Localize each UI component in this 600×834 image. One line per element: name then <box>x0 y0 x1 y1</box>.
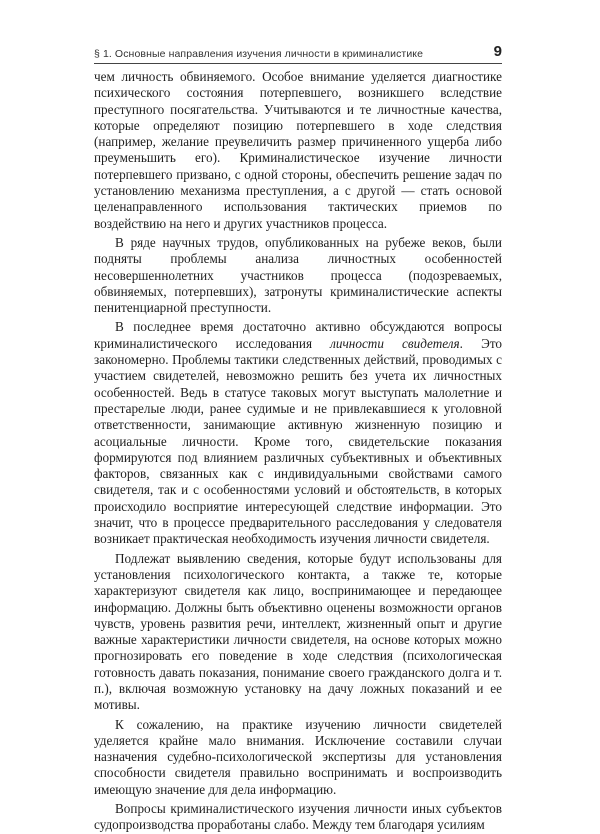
paragraph <box>94 801 502 834</box>
running-title: § 1. Основные направления изучения личности в криминалистике <box>94 48 424 60</box>
paragraph <box>94 69 502 232</box>
paragraph-text: Подлежат выявлению сведения, которые будут использованы для установления психологического контакта, а также те, которые характеризуют свидетеля как лицо, воспринимающее и передающее информацию. Должны быть объективно оценены возможности органов чувств, уровень развития речи, интеллект, жизненный опыт и другие важные характеристики личности свидетеля, на основе которых можно прогнозировать его поведение в ходе следствия (психологическая готовность давать показания, понимание своего гражданского долга и т. п.), включая возможную установку на дачу ложных показаний и ее мотивы. <box>94 550 502 713</box>
paragraph-text: Вопросы криминалистического изучения личности иных субъектов судопроизводства проработаны слабо. Между тем благодаря усилиям <box>94 801 502 833</box>
paragraph-text: В последнее время достаточно активно обсуждаются вопросы криминалистического исследования <box>94 319 502 351</box>
running-head <box>94 36 502 64</box>
paragraph <box>94 319 502 547</box>
paragraph <box>94 551 502 714</box>
paragraph-text: К сожалению, на практике изучению личности свидетелей уделяется крайне мало внимания. Исключение составили случаи назначения судебно-психологической экспертизы для установления способности свидетеля правильно воспринимать и воспроизводить имеющую значение для дела информацию. <box>94 716 502 797</box>
body-text <box>94 69 502 834</box>
paragraph <box>94 717 502 798</box>
page-number: 9 <box>493 43 502 60</box>
paragraph <box>94 235 502 316</box>
paragraph-text: В ряде научных трудов, опубликованных на рубеже веков, были подняты проблемы анализа личностных особенностей несовершеннолетних участников процесса (подозреваемых, обвиняемых, потерпевших), затронуты криминалистические аспекты пенитенциарной преступности. <box>94 234 502 316</box>
paragraph-text: чем личность обвиняемого. Особое внимание уделяется диагностике психического состояния потерпевшего, возникшего вследствие преступного посягательства. Учитываются и те личностные качества, которые определяют позицию потерпевшего в ходе следствия (например, желание преувеличить размер причиненного ущерба либо преуменьшить его). Криминалистическое изучение личности потерпевшего призвано, с одной стороны, обеспечить решение задач по установлению механизма преступления, а с другой — стать основой целенаправленного использования тактических приемов по воздействию на него и других участников процесса. <box>94 69 502 231</box>
emphasis-text: личности свидетеля <box>330 335 460 351</box>
paragraph-text: . Это закономерно. Проблемы тактики следственных действий, проводимых с участием свидетелей, невозможно решить без учета их личностных особенностей. Ведь в статусе таковых могут выступать малолетние и престарелые люди, ранее судимые и не привлекавшиеся к уголовной ответственности, занимающие активную жизненную позицию и асоциальные личности. Кроме того, свидетельские показания формируются под влиянием различных субъективных и объективных факторов, связанных как с индивидуальными свойствами самого свидетеля, так и с особенностями условий и обстоятельств, в которых происходило восприятие интересующей следствие информации. Это значит, что в процессе предварительного расследования у следователя возникает практическая необходимость изучения личности свидетеля. <box>94 335 502 547</box>
